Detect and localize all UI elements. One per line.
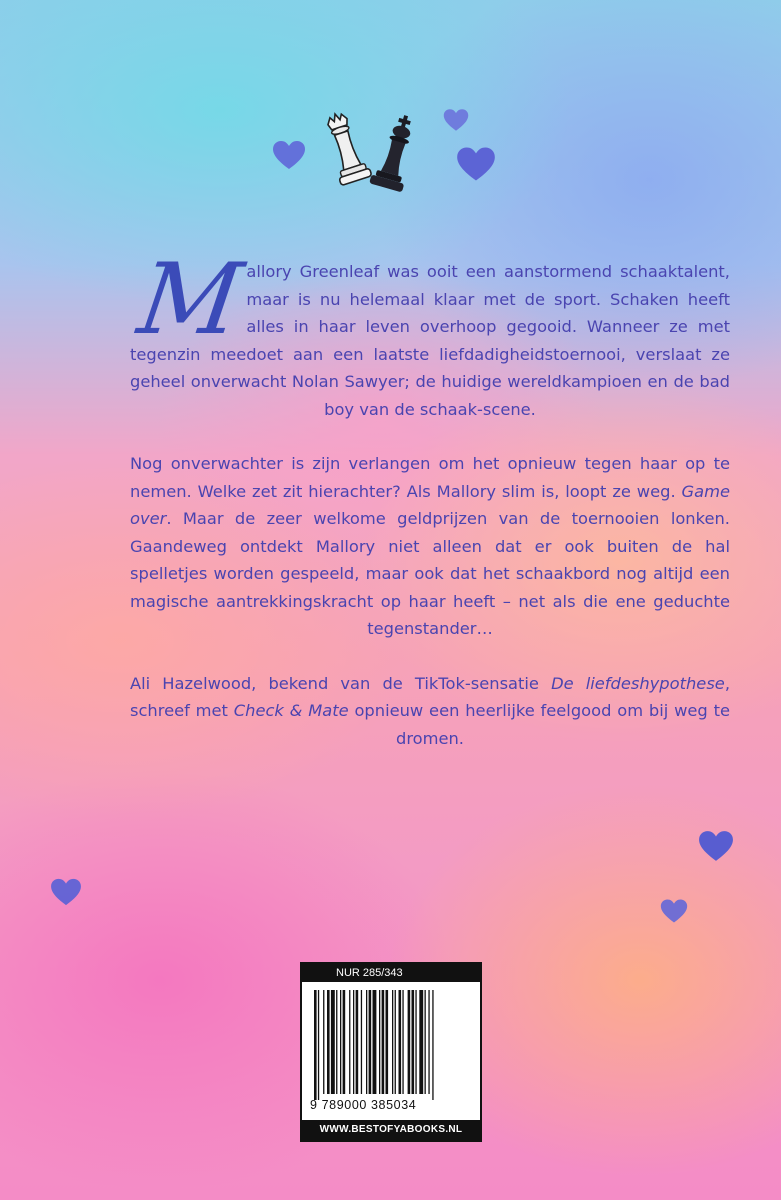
white-queen-chess-icon bbox=[320, 109, 372, 185]
barcode-bar bbox=[323, 990, 324, 1094]
nur-code: NUR 285/343 bbox=[302, 964, 480, 982]
chess-pieces-illustration bbox=[320, 108, 425, 198]
blurb-paragraph-3 bbox=[130, 670, 730, 753]
barcode-bar bbox=[415, 990, 416, 1094]
barcode-bar bbox=[340, 990, 341, 1094]
blurb-text: Ali Hazelwood, bekend van de TikTok-sensatie bbox=[130, 673, 552, 693]
barcode-bar bbox=[373, 990, 377, 1094]
heart-icon bbox=[443, 108, 469, 132]
blurb-text: . Maar de zeer welkome geldprijzen van de toernooien lonken. Gaandeweg ontdekt Mallory niet alleen dat er ook buiten de hal spelletjes worden gespeeld, maar ook dat het schaakbord nog altijd een magische aantrekkingskracht op haar heeft – net als die ene geduchte tegenstander… bbox=[130, 509, 730, 638]
heart-icon bbox=[698, 830, 734, 862]
blurb-text: opnieuw een heerlijke feelgood om bij weg te dromen. bbox=[348, 701, 730, 748]
barcode-bar bbox=[382, 990, 385, 1094]
barcode-bar bbox=[331, 990, 335, 1094]
barcode-bars bbox=[314, 990, 470, 1100]
barcode-bar bbox=[349, 990, 350, 1094]
heart-icon bbox=[272, 140, 306, 170]
drop-cap: M bbox=[131, 243, 249, 357]
barcode-bar bbox=[361, 990, 362, 1094]
barcode-bar bbox=[353, 990, 354, 1094]
blurb-emphasis: Game over bbox=[130, 481, 730, 528]
barcode-bar bbox=[314, 990, 317, 1100]
barcode-bar bbox=[412, 990, 415, 1094]
barcode-bar bbox=[366, 990, 367, 1094]
barcode-bar bbox=[318, 990, 319, 1100]
barcode-bar bbox=[379, 990, 380, 1094]
heart-icon bbox=[50, 878, 82, 906]
barcode-bar bbox=[432, 990, 433, 1100]
barcode-bar bbox=[343, 990, 346, 1094]
barcode-bar bbox=[408, 990, 411, 1094]
barcode-bar bbox=[392, 990, 393, 1094]
publisher-url: WWW.BESTOFYABOOKS.NL bbox=[302, 1120, 480, 1140]
barcode-bar bbox=[402, 990, 403, 1094]
heart-icon bbox=[660, 898, 688, 924]
heart-icon bbox=[456, 146, 496, 182]
barcode-bar bbox=[425, 990, 426, 1094]
barcode-bar bbox=[419, 990, 423, 1094]
blurb-paragraph-2 bbox=[130, 450, 730, 643]
barcode-bar bbox=[369, 990, 372, 1094]
barcode-bar bbox=[356, 990, 359, 1094]
barcode-bar bbox=[395, 990, 396, 1094]
blurb-paragraph-1 bbox=[130, 243, 730, 423]
blurb-text: Nog onverwachter is zijn verlangen om het opnieuw tegen haar op te nemen. Welke zet zit hierachter? Als Mallory slim is, loopt ze weg. bbox=[130, 454, 730, 501]
barcode-bar bbox=[327, 990, 330, 1094]
barcode-bar bbox=[336, 990, 337, 1094]
isbn-digits: 9 789000 385034 bbox=[310, 1098, 417, 1112]
barcode-bar bbox=[386, 990, 389, 1094]
back-cover-blurb bbox=[130, 243, 731, 752]
blurb-paragraph-1-text: allory Greenleaf was ooit een aanstormend schaaktalent, maar is nu helemaal klaar met de sport. Schaken heeft alles in haar leven overhoop gegooid. Wanneer ze met tegenzin meedoet aan een laatste liefdadigheidstoernooi, verslaat ze geheel onverwacht Nolan Sawyer; de huidige wereldkampioen en de bad boy van de schaak-scene. bbox=[130, 262, 730, 419]
book-title-emphasis: Check & Mate bbox=[233, 701, 349, 720]
black-king-chess-icon bbox=[369, 111, 422, 192]
isbn-barcode-block bbox=[300, 962, 482, 1142]
blurb-text: , schreef met bbox=[130, 673, 731, 720]
barcode-bar bbox=[399, 990, 402, 1094]
book-title-emphasis: De liefdeshypothese bbox=[551, 673, 725, 693]
barcode-bar bbox=[428, 990, 429, 1094]
